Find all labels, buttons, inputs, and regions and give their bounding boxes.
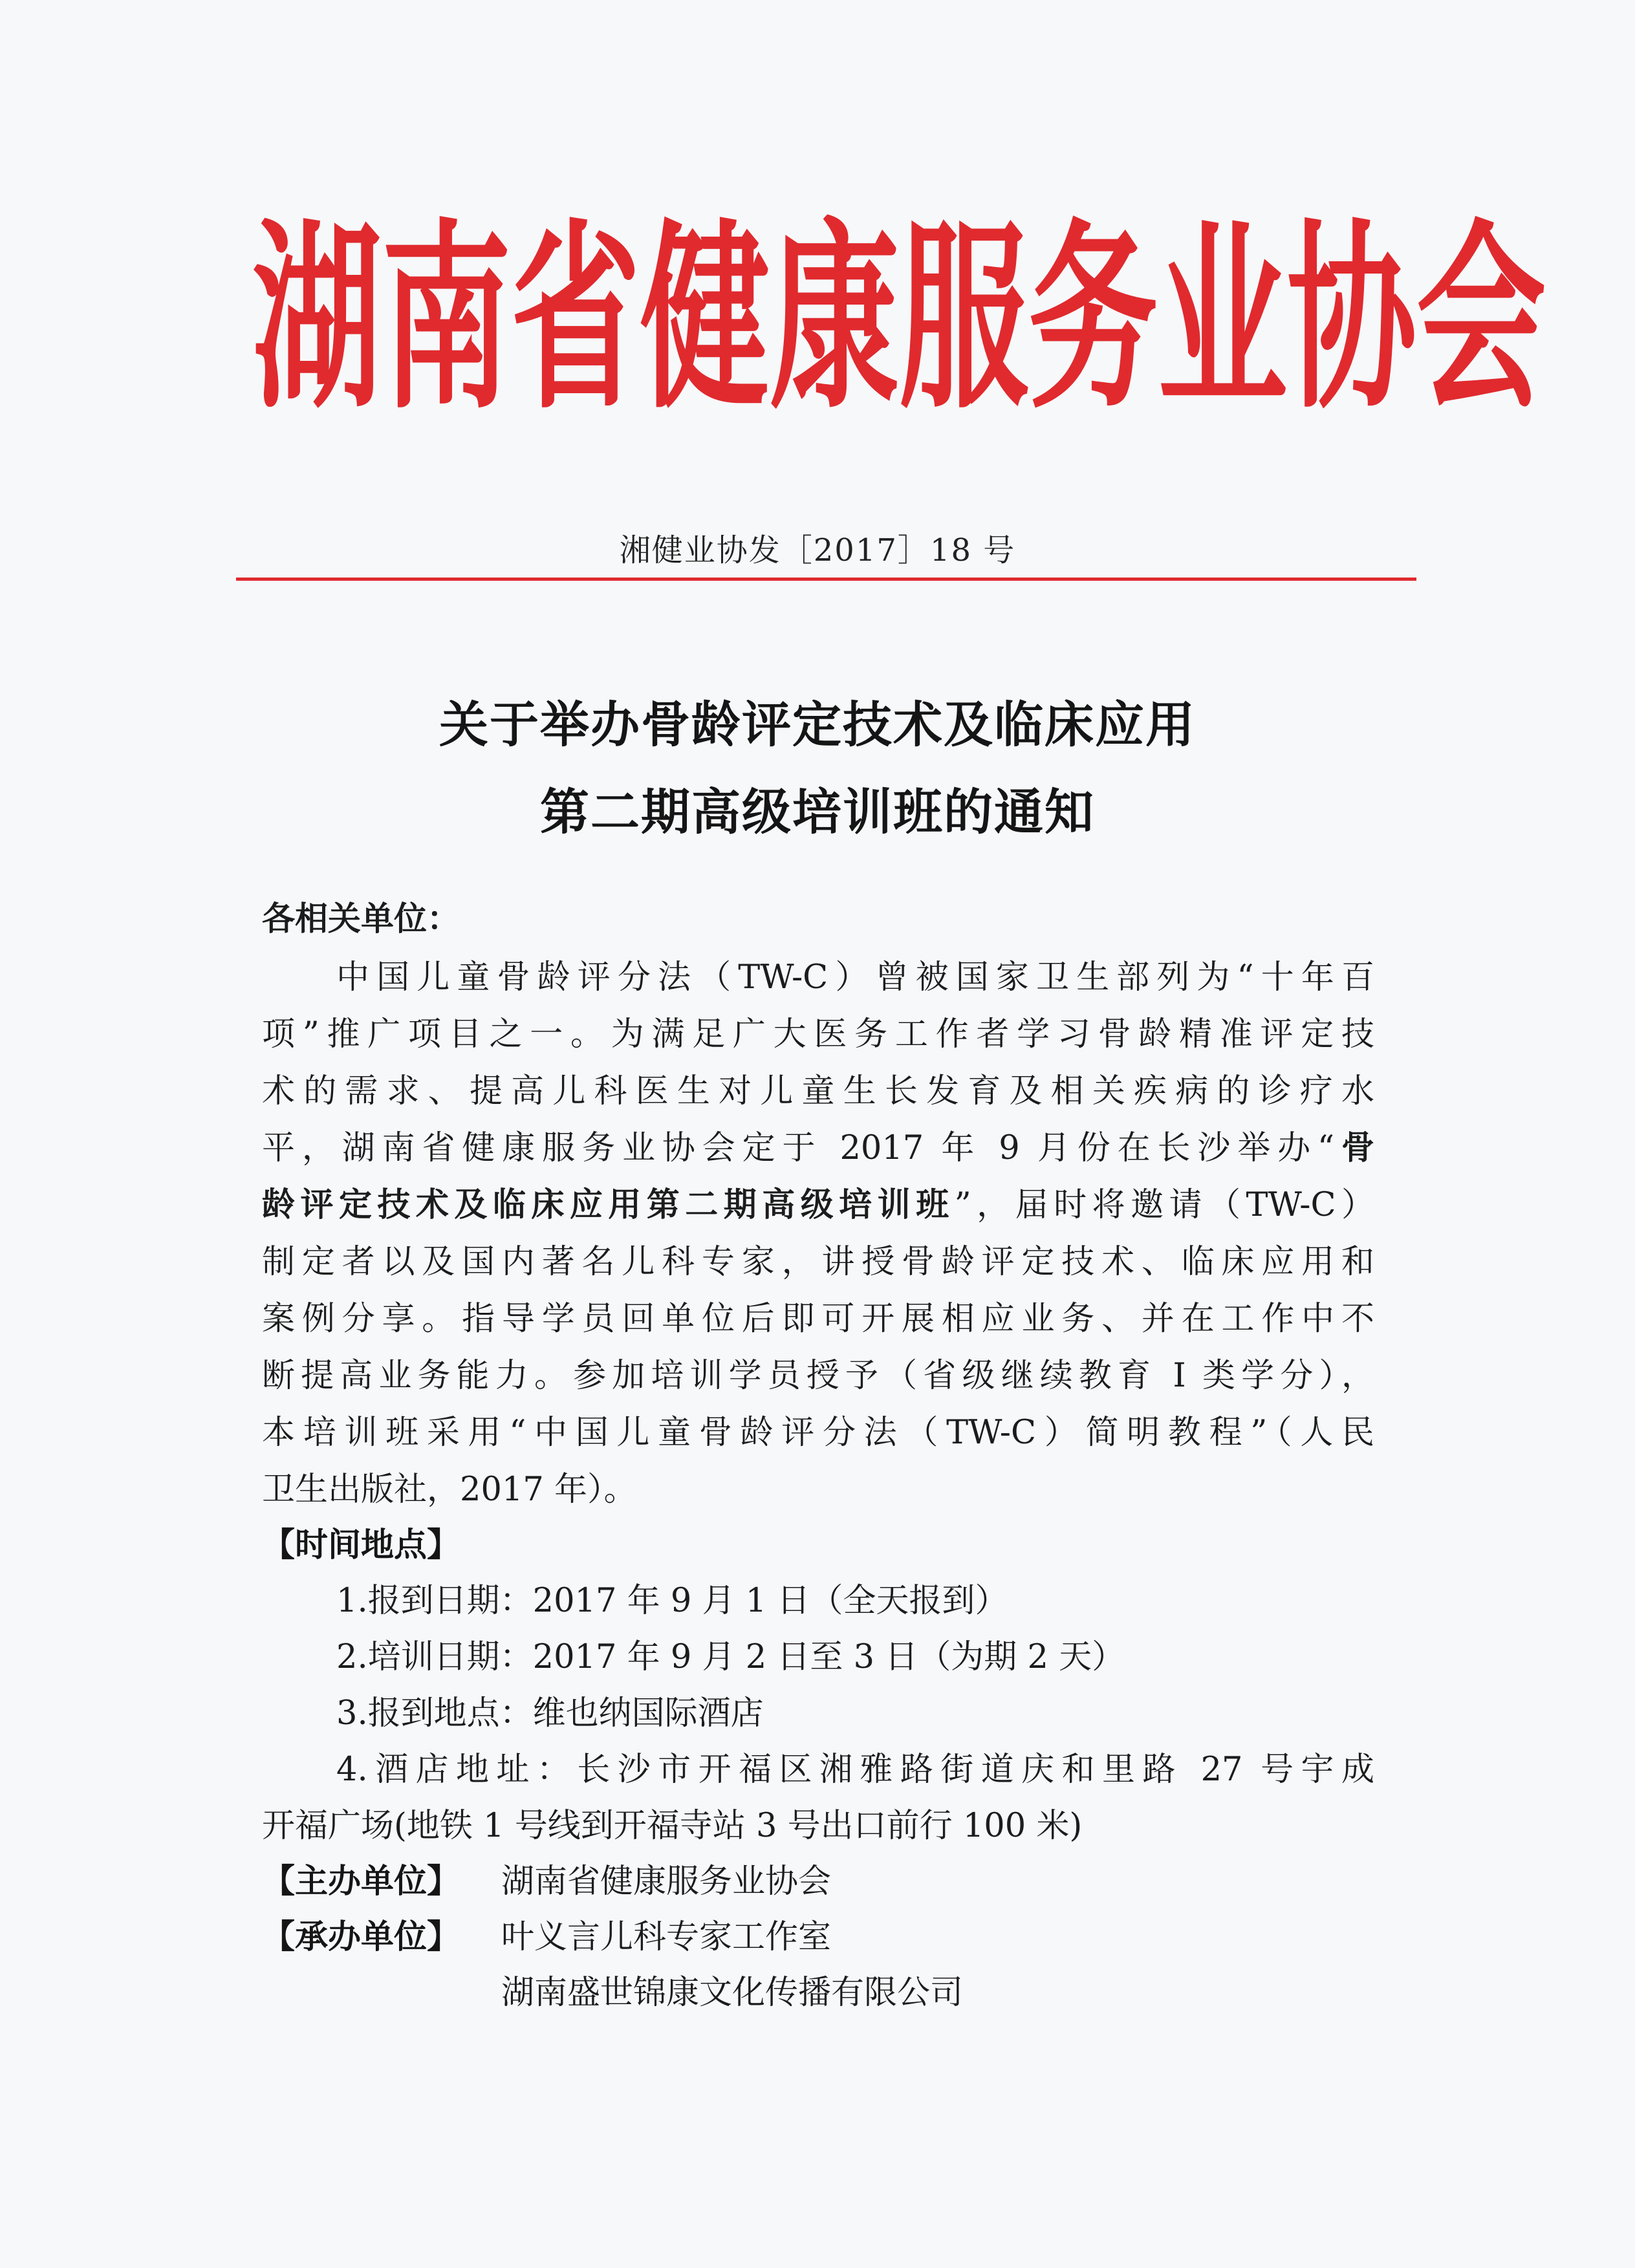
masthead-char: 协 bbox=[1287, 202, 1417, 437]
time-place-item: 4.酒店地址：长沙市开福区湘雅路街道庆和里路 27 号宇成 bbox=[336, 1751, 1374, 1789]
masthead-char: 服 bbox=[899, 202, 1029, 437]
co-organizer-heading: 【承办单位】 bbox=[262, 1918, 460, 1956]
time-place-item: 3.报到地点：维也纳国际酒店 bbox=[336, 1694, 764, 1733]
masthead-char: 务 bbox=[1028, 202, 1158, 437]
masthead-char: 湖 bbox=[252, 202, 382, 437]
masthead-char: 康 bbox=[770, 202, 900, 437]
masthead-char: 健 bbox=[640, 202, 770, 437]
body-line: 术的需求、提高儿科医生对儿童生长发育及相关疾病的诊疗水 bbox=[262, 1072, 1374, 1110]
time-place-item: 2.培训日期：2017 年 9 月 2 日至 3 日（为期 2 天） bbox=[336, 1638, 1125, 1676]
time-place-item: 开福广场(地铁 1 号线到开福寺站 3 号出口前行 100 米) bbox=[262, 1807, 1083, 1845]
notice-title-line-1: 关于举办骨龄评定技术及临床应用 bbox=[439, 696, 1196, 753]
course-name-start: 骨 bbox=[1334, 1129, 1374, 1167]
document-number: 湘健业协发［2017］18 号 bbox=[619, 532, 1016, 568]
body-line: 案例分享。指导学员回单位后即可开展相应业务、并在工作中不 bbox=[262, 1300, 1374, 1338]
masthead-char: 南 bbox=[382, 202, 512, 437]
masthead-char: 省 bbox=[511, 202, 641, 437]
body-line: 中国儿童骨龄评分法（TW-C）曾被国家卫生部列为“十年百 bbox=[336, 958, 1374, 997]
organization-masthead bbox=[252, 155, 1546, 486]
body-line-text: 平，湖南省健康服务业协会定于 2017 年 9 月份在长沙举办“ bbox=[262, 1129, 1335, 1167]
salutation: 各相关单位： bbox=[262, 900, 460, 938]
body-line: 断提高业务能力。参加培训学员授予（省级继续教育 I 类学分）， bbox=[262, 1357, 1374, 1395]
notice-title-line-2: 第二期高级培训班的通知 bbox=[540, 783, 1095, 841]
body-line bbox=[262, 1129, 1374, 1168]
header-divider bbox=[236, 578, 1416, 581]
body-line: 项”推广项目之一。为满足广大医务工作者学习骨龄精准评定技 bbox=[262, 1015, 1374, 1053]
organizer-heading: 【主办单位】 bbox=[262, 1863, 460, 1901]
course-name: 龄评定技术及临床应用第二期高级培训班 bbox=[262, 1186, 955, 1224]
co-organizer-value: 叶义言儿科专家工作室 bbox=[501, 1918, 832, 1956]
body-line: 卫生出版社，2017 年）。 bbox=[262, 1471, 637, 1509]
body-line-text: ”，届时将邀请（TW-C） bbox=[954, 1186, 1374, 1224]
organizer-value: 湖南省健康服务业协会 bbox=[501, 1863, 832, 1901]
time-place-heading: 【时间地点】 bbox=[262, 1526, 460, 1564]
body-line bbox=[262, 1186, 1374, 1225]
body-line: 本培训班采用“中国儿童骨龄评分法（TW-C）简明教程”（人民 bbox=[262, 1414, 1374, 1452]
co-organizer-value: 湖南盛世锦康文化传播有限公司 bbox=[501, 1974, 964, 2012]
body-line: 制定者以及国内著名儿科专家，讲授骨龄评定技术、临床应用和 bbox=[262, 1243, 1374, 1281]
masthead-char: 业 bbox=[1158, 202, 1288, 437]
time-place-item: 1.报到日期：2017 年 9 月 1 日（全天报到） bbox=[336, 1582, 1008, 1620]
masthead-char: 会 bbox=[1416, 202, 1546, 437]
